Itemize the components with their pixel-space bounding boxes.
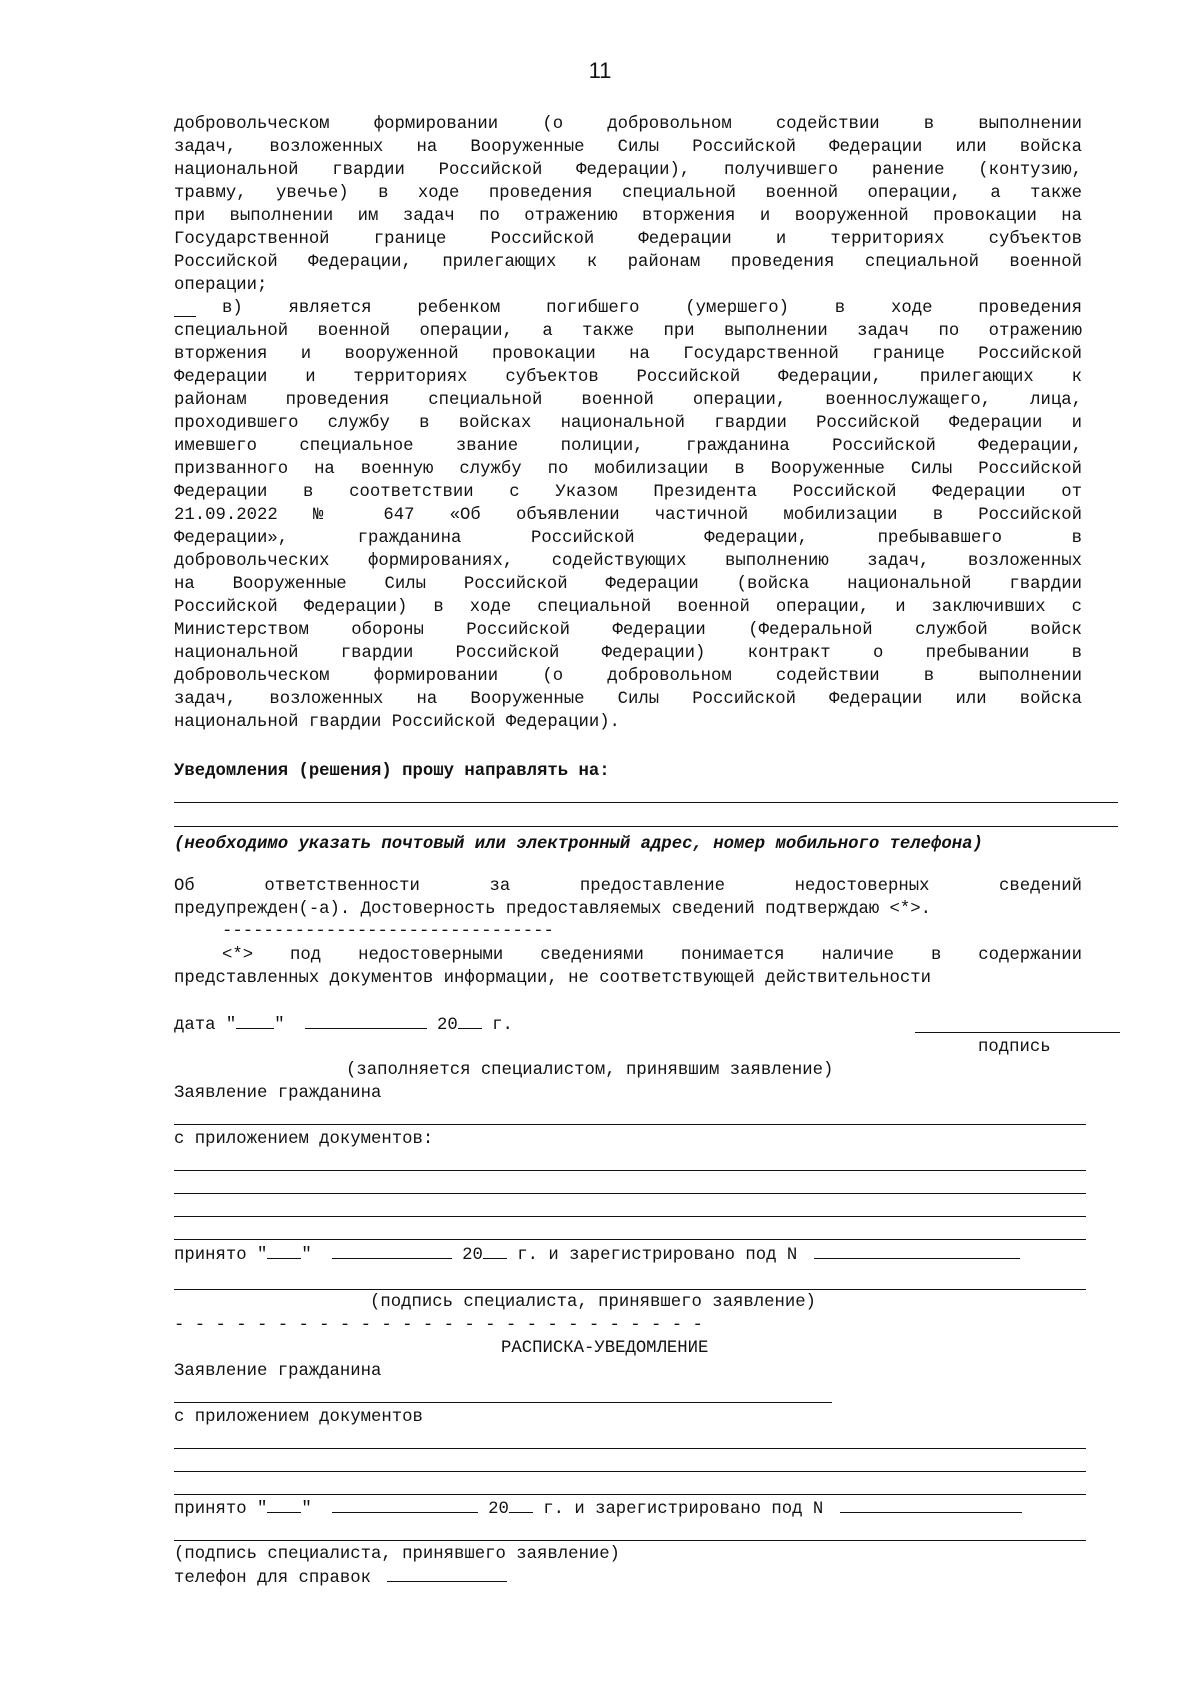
receipt-quote: " (301, 1500, 312, 1519)
text-line: задач, возложенных на Вооруженные Силы Российской Федерации или войска (174, 690, 1082, 709)
footnote-paragraph (174, 944, 1082, 990)
text-line: национальной гвардии Российской Федерации) контракт о пребывании в (174, 644, 1082, 663)
text-line: операции; (174, 276, 268, 295)
receipt-month-field[interactable] (332, 1497, 478, 1513)
date-month-field[interactable] (305, 1013, 427, 1029)
notify-hint: (необходимо указать почтовый или электронный адрес, номер мобильного телефона) (174, 835, 983, 854)
text-line: специальной военной операции, а также при выполнении задач по отражению (174, 322, 1082, 341)
text-line: Федерации», гражданина Российской Федерации, пребывавшего в (174, 529, 1082, 548)
attachments-line[interactable] (174, 1193, 1086, 1194)
receipt-specialist-signature-line[interactable] (174, 1540, 1086, 1541)
text-line: национальной гвардии Российской Федерации). (174, 713, 620, 732)
receipt-specialist-signature-label: (подпись специалиста, принявшего заявление) (174, 1545, 620, 1564)
date-quote: " (274, 1016, 285, 1035)
text-line: проходившего службу в войсках национальной гвардии Российской Федерации и (174, 414, 1082, 433)
receipt-applicant-name-line[interactable] (174, 1402, 832, 1403)
phone-field[interactable] (387, 1566, 507, 1582)
receipt-attachments-line[interactable] (174, 1448, 1086, 1449)
accepted-row (174, 1243, 1020, 1266)
specialist-signature-line[interactable] (174, 1289, 1086, 1290)
notify-address-line[interactable] (174, 826, 1118, 827)
date-label: дата " (174, 1016, 237, 1035)
receipt-application-label: Заявление гражданина (174, 1362, 382, 1381)
date-row (174, 1013, 513, 1036)
accepted-month-field[interactable] (332, 1243, 452, 1259)
responsibility-paragraph (174, 875, 1082, 921)
text-line: травму, увечье) в ходе проведения специальной военной операции, а также (174, 184, 1082, 203)
signature-field[interactable] (915, 1032, 1120, 1033)
continuation-paragraph (174, 113, 1082, 297)
text-line: Государственной границе Российской Федерации и территориях субъектов (174, 230, 1082, 249)
receipt-attachments-line[interactable] (174, 1494, 1086, 1495)
footnote-separator: -------------------------------- (222, 922, 554, 941)
phone-row (174, 1566, 507, 1589)
date-day-field[interactable] (236, 1013, 274, 1029)
accepted-day-field[interactable] (267, 1243, 301, 1259)
accepted-label: принято " (174, 1246, 268, 1265)
specialist-signature-label: (подпись специалиста, принявшего заявление) (370, 1293, 816, 1312)
text-line: при выполнении им задач по отражению вторжения и вооруженной провокации на (174, 207, 1082, 226)
text-line: Федерации и территориях субъектов Российской Федерации, прилегающих к (174, 368, 1082, 387)
text-line: добровольческом формировании (о добровольном содействии в выполнении (174, 115, 1082, 134)
attachments-line[interactable] (174, 1239, 1086, 1240)
date-year-prefix: 20 (436, 1016, 458, 1035)
receipt-year-field[interactable] (509, 1497, 533, 1513)
text-line: на Вооруженные Силы Российской Федерации (войска национальной гвардии (174, 575, 1082, 594)
page-number: 11 (588, 58, 612, 83)
accepted-year-prefix: 20 (462, 1246, 483, 1265)
text-line: национальной гвардии Российской Федерации), получившего ранение (контузию, (174, 161, 1082, 180)
receipt-accepted-row (174, 1497, 1022, 1520)
text-line: районам проведения специальной военной операции, военнослужащего, лица, (174, 391, 1082, 410)
notify-heading: Уведомления (решения) прошу направлять на: (174, 762, 610, 781)
text-line: 21.09.2022 № 647 «Об объявлении частичной мобилизации в Российской (174, 506, 1082, 525)
text-line: представленных документов информации, не соответствующей действительности (174, 969, 932, 988)
text-line: Российской Федерации) в ходе специальной военной операции, и заключивших с (174, 598, 1082, 617)
receipt-registration-number-field[interactable] (840, 1497, 1022, 1513)
applicant-name-line[interactable] (174, 1124, 1086, 1125)
signature-label: подпись (978, 1038, 1051, 1057)
receipt-day-field[interactable] (267, 1497, 301, 1513)
phone-label: телефон для справок (174, 1569, 372, 1588)
date-year-field[interactable] (458, 1013, 482, 1029)
receipt-title: РАСПИСКА-УВЕДОМЛЕНИЕ (501, 1339, 709, 1358)
receipt-suffix: г. и зарегистрировано под N (543, 1500, 824, 1519)
item-v-paragraph (174, 297, 1082, 734)
text-line: Российской Федерации, прилегающих к районам проведения специальной военной (174, 253, 1082, 272)
receipt-accepted-label: принято " (174, 1500, 268, 1519)
cut-line: - - - - - - - - - - - - - - - - - - - - - - - - - - (174, 1316, 703, 1335)
accepted-suffix: г. и зарегистрировано под N (517, 1246, 798, 1265)
text-line: Об ответственности за предоставление недостоверных сведений (174, 877, 1082, 896)
text-line: в) является ребенком погибшего (умершего) в ходе проведения (222, 299, 1082, 318)
accepted-quote: " (301, 1246, 312, 1265)
text-line: задач, возложенных на Вооруженные Силы Российской Федерации или войска (174, 138, 1082, 157)
text-line: имевшего специальное звание полиции, гражданина Российской Федерации, (174, 437, 1082, 456)
text-line: добровольческом формировании (о добровольном содействии в выполнении (174, 667, 1082, 686)
receipt-year-prefix: 20 (488, 1500, 509, 1519)
attachments-line[interactable] (174, 1170, 1086, 1171)
receipt-attachments-label: с приложением документов (174, 1408, 423, 1427)
item-v-checkbox-blank[interactable] (174, 301, 196, 317)
text-line: предупрежден(-а). Достоверность предоставляемых сведений подтверждаю <*>. (174, 900, 932, 919)
text-line: призванного на военную службу по мобилизации в Вооруженные Силы Российской (174, 460, 1082, 479)
text-line: Федерации в соответствии с Указом Президента Российской Федерации от (174, 483, 1082, 502)
application-label: Заявление гражданина (174, 1084, 382, 1103)
text-line: Министерством обороны Российской Федерации (Федеральной службой войск (174, 621, 1082, 640)
attachments-line[interactable] (174, 1216, 1086, 1217)
attachments-label: с приложением документов: (174, 1130, 434, 1149)
specialist-note: (заполняется специалистом, принявшим заявление) (346, 1061, 834, 1080)
text-line: добровольческих формированиях, содействующих выполнению задач, возложенных (174, 552, 1082, 571)
text-line: вторжения и вооруженной провокации на Государственной границе Российской (174, 345, 1082, 364)
receipt-attachments-line[interactable] (174, 1471, 1086, 1472)
notify-address-line[interactable] (174, 802, 1118, 803)
text-line: <*> под недостоверными сведениями понимается наличие в содержании (222, 946, 1082, 965)
date-year-suffix: г. (492, 1016, 513, 1035)
registration-number-field[interactable] (814, 1243, 1020, 1259)
accepted-year-field[interactable] (483, 1243, 507, 1259)
